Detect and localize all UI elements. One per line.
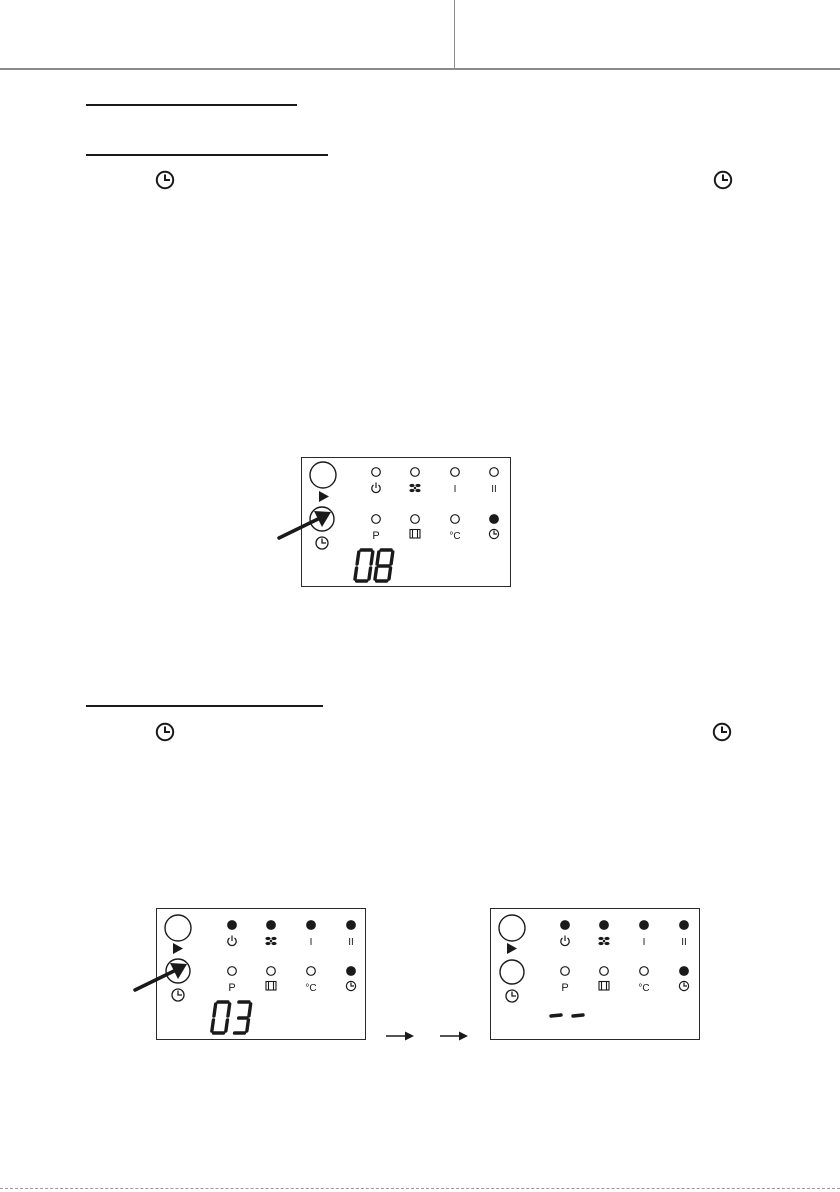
led — [451, 515, 460, 524]
led — [267, 921, 276, 930]
heading-rule-1 — [86, 104, 297, 106]
led — [561, 921, 570, 930]
led — [640, 967, 649, 976]
led — [451, 468, 460, 477]
led — [372, 515, 381, 524]
led — [228, 967, 237, 976]
power-icon — [228, 936, 236, 946]
heading-rule-3 — [86, 705, 323, 707]
led — [347, 967, 356, 976]
footer-rule — [0, 1188, 840, 1189]
speed-1-label: I — [309, 937, 313, 948]
led — [490, 515, 499, 524]
led — [680, 921, 689, 930]
start-button[interactable] — [165, 915, 191, 941]
play-icon — [319, 491, 329, 502]
fan-icon — [598, 937, 609, 945]
clock-icon — [506, 990, 518, 1002]
temperature-label: °C — [638, 983, 650, 994]
led — [347, 921, 356, 930]
filter-icon — [410, 530, 420, 539]
led — [411, 468, 420, 477]
clock-icon — [679, 981, 688, 990]
clock-icon — [489, 529, 498, 538]
led — [600, 967, 609, 976]
led — [228, 921, 237, 930]
display-digits — [355, 550, 393, 581]
start-button[interactable] — [310, 462, 336, 488]
led — [600, 921, 609, 930]
start-button[interactable] — [499, 915, 525, 941]
pointer-arrow — [276, 505, 336, 541]
play-icon — [507, 943, 517, 954]
led — [680, 967, 689, 976]
clock-icon — [713, 170, 733, 190]
led — [490, 468, 499, 477]
led — [307, 967, 316, 976]
speed-1-label: I — [642, 937, 646, 948]
play-icon — [173, 943, 183, 954]
filter-icon — [266, 982, 276, 991]
power-icon — [372, 483, 380, 493]
led — [640, 921, 649, 930]
timer-button[interactable] — [500, 960, 524, 984]
led — [307, 921, 316, 930]
led — [267, 967, 276, 976]
clock-icon — [155, 170, 175, 190]
power-icon — [561, 936, 569, 946]
panel-drawing — [491, 909, 699, 1039]
program-label: P — [228, 982, 236, 994]
led — [372, 468, 381, 477]
fan-icon — [265, 937, 276, 945]
clock-icon — [155, 722, 175, 742]
clock-icon — [346, 981, 355, 990]
speed-2-label: II — [491, 484, 497, 495]
control-panel-3 — [490, 908, 700, 1040]
led — [411, 515, 420, 524]
speed-1-label: I — [453, 484, 457, 495]
speed-2-label: II — [348, 937, 354, 948]
clock-icon — [712, 722, 732, 742]
program-label: P — [372, 530, 380, 542]
led — [561, 967, 570, 976]
program-label: P — [561, 982, 569, 994]
pointer-arrow — [132, 957, 192, 993]
header-rule — [0, 68, 840, 70]
temperature-label: °C — [305, 983, 317, 994]
filter-icon — [599, 982, 609, 991]
display-digits — [551, 1015, 583, 1016]
display-digits — [212, 1002, 251, 1033]
heading-rule-2 — [86, 154, 328, 156]
header-divider — [454, 0, 455, 68]
fan-icon — [409, 484, 420, 492]
speed-2-label: II — [681, 937, 687, 948]
temperature-label: °C — [449, 531, 461, 542]
sequence-arrows — [384, 1028, 474, 1044]
